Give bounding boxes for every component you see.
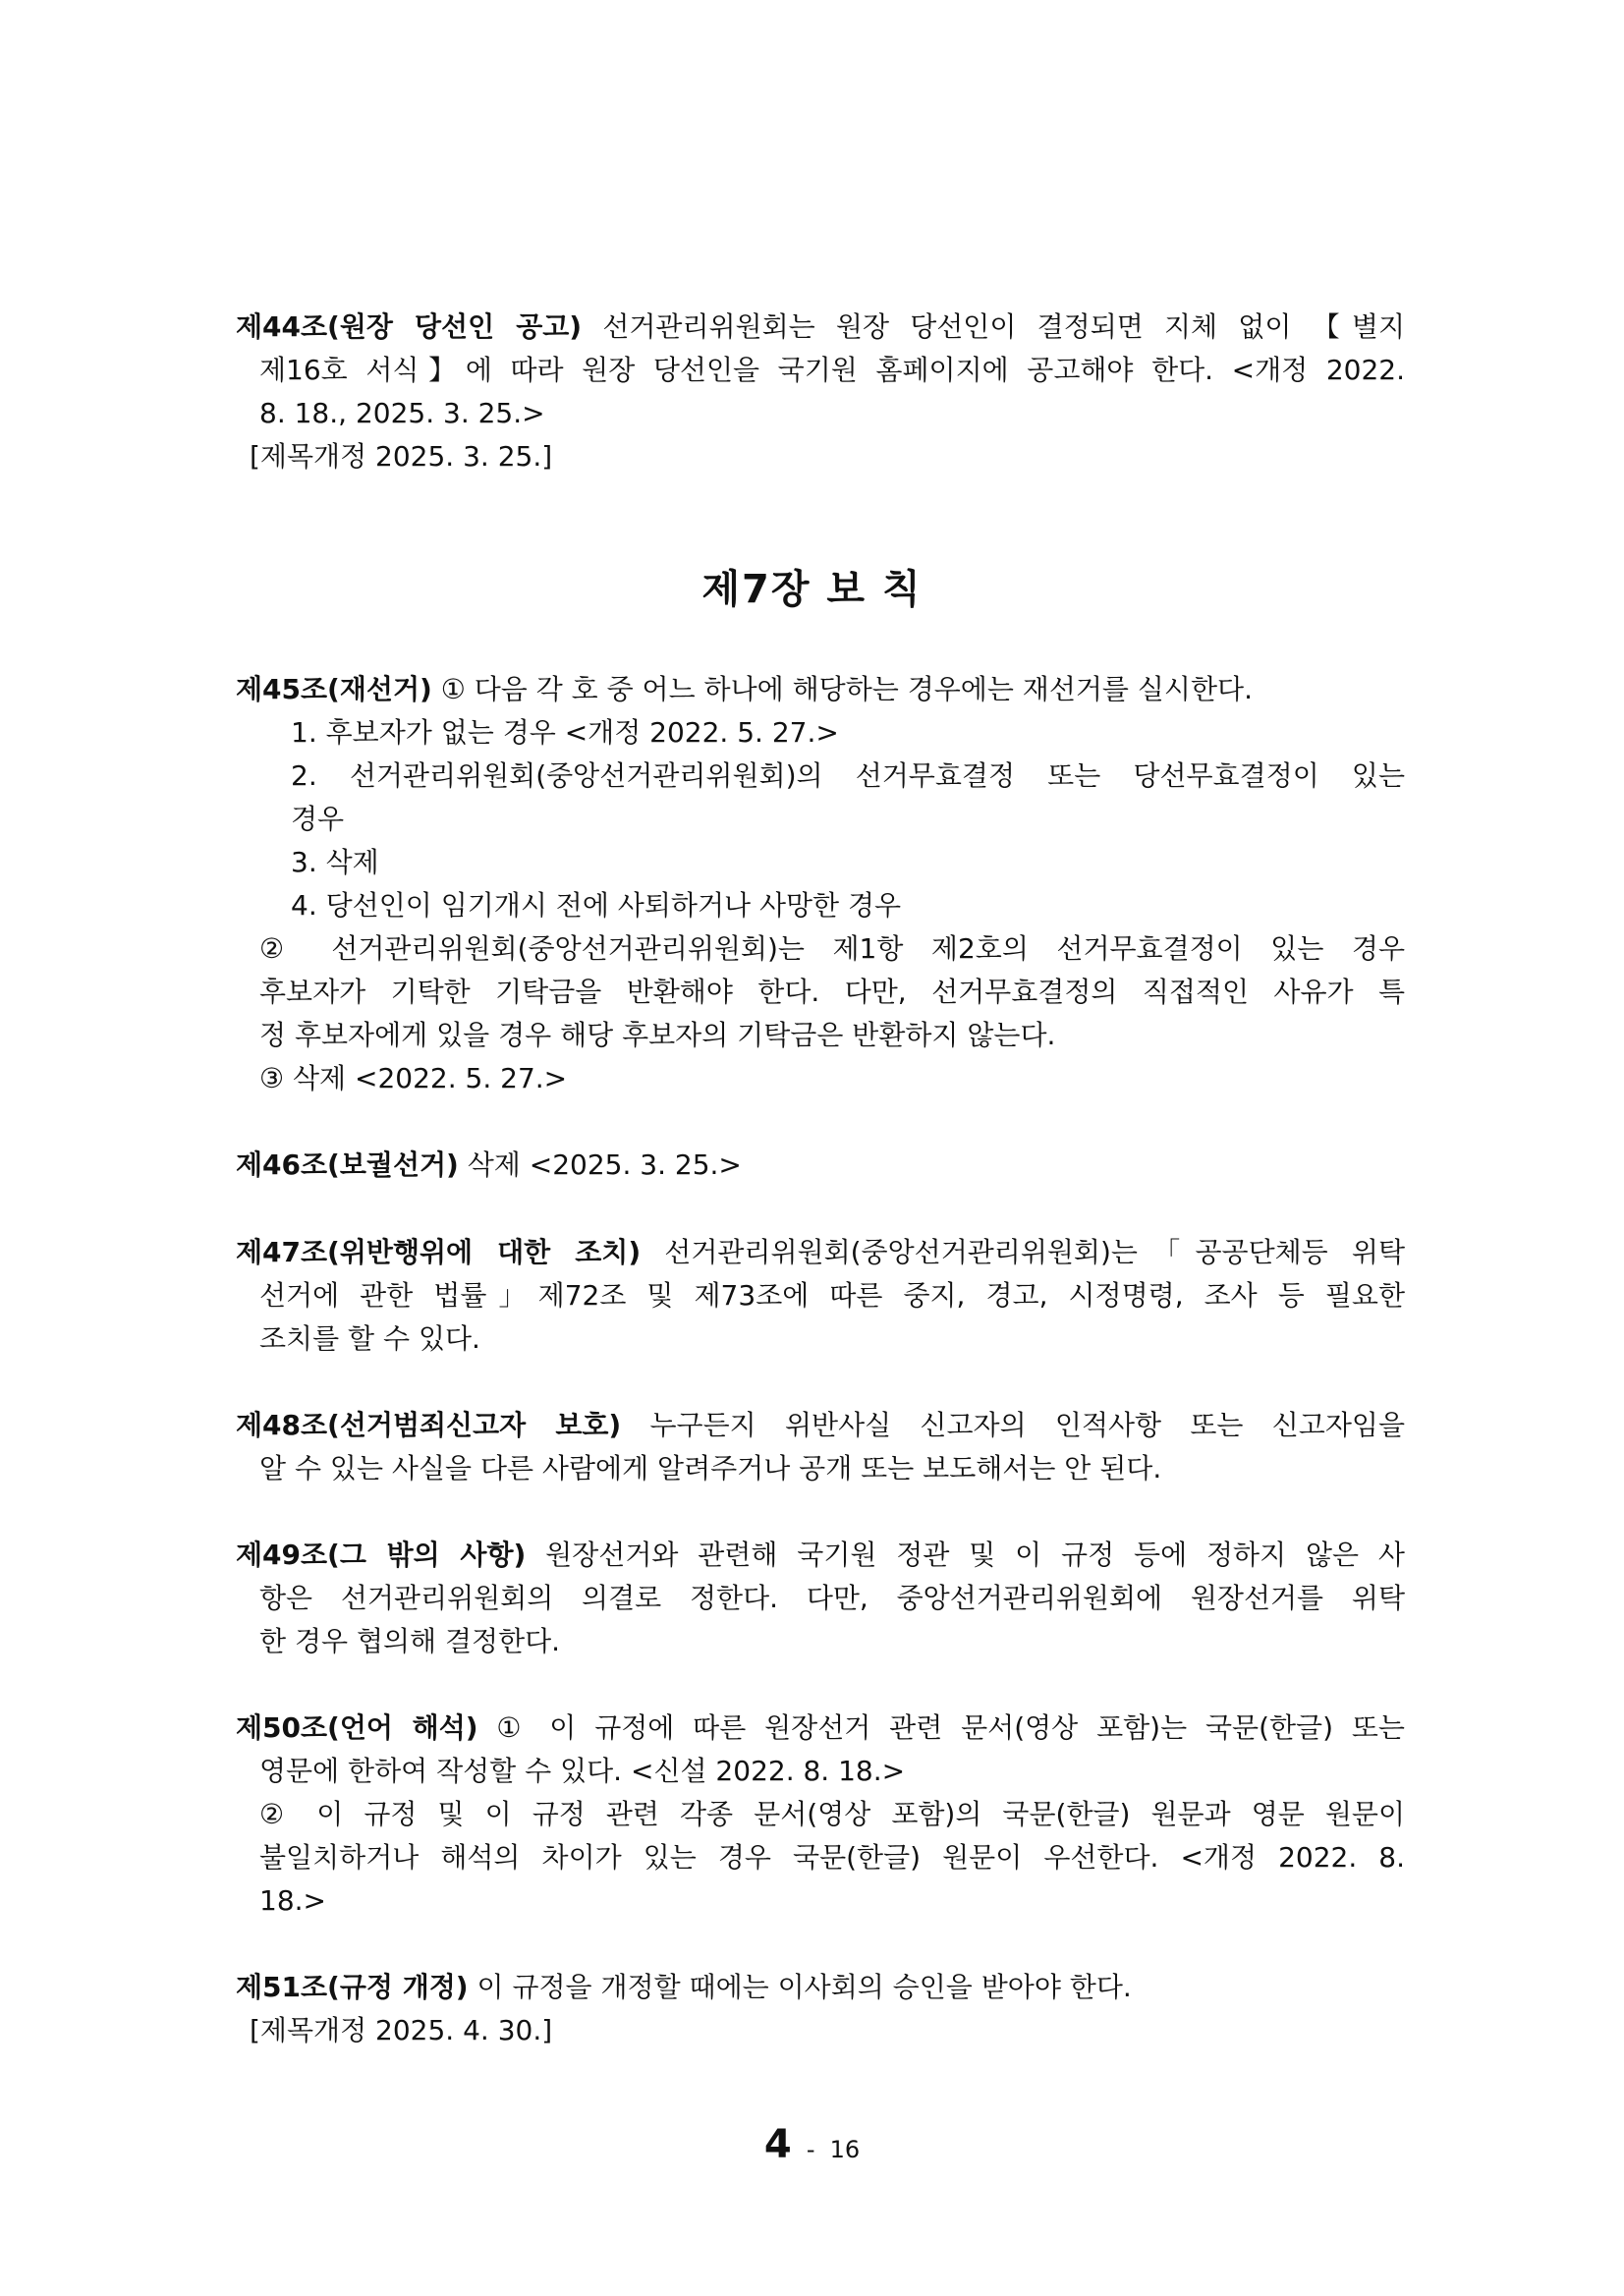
article-50-line-1: 제50조(언어 해석) ① 이 규정에 따른 원장선거 관련 문서(영상 포함)는 국문(한글) 또는 <box>236 1711 1405 1744</box>
article-50-line-4: 불일치하거나 해석의 차이가 있는 경우 국문(한글) 원문이 우선한다. <개정 2022. 8. <box>259 1841 1405 1874</box>
article-48-line-1: 제48조(선거범죄신고자 보호) 누구든지 위반사실 신고자의 인적사항 또는 신고자임을 <box>236 1409 1405 1441</box>
article-50-line-3: ② 이 규정 및 이 규정 관련 각종 문서(영상 포함)의 국문(한글) 원문과 영문 원문이 <box>259 1798 1405 1830</box>
article-47-title: 제47조(위반행위에 대한 조치) <box>236 1236 642 1268</box>
article-45-item-2-cont: 경우 <box>291 803 345 835</box>
article-49-line-3: 한 경우 협의해 결정한다. <box>259 1625 561 1657</box>
article-50 <box>236 1707 1405 1923</box>
page-number <box>0 2122 1624 2167</box>
article-47-line-2: 선거에 관한 법률」제72조 및 제73조에 따른 중지, 경고, 시정명령, 조사 등 필요한 <box>259 1279 1405 1312</box>
article-46 <box>236 1144 1405 1187</box>
article-49 <box>236 1534 1405 1663</box>
article-45-line-1: 제45조(재선거) ① 다음 각 호 중 어느 하나에 해당하는 경우에는 재선거를 실시한다. <box>236 673 1253 705</box>
article-46-line-1: 제46조(보궐선거) 삭제 <2025. 3. 25.> <box>236 1148 742 1181</box>
page-chapter-number: 4 <box>763 2122 792 2167</box>
article-44 <box>236 306 1405 478</box>
article-44-revision-note: [제목개정 2025. 3. 25.] <box>250 440 553 473</box>
article-45 <box>236 668 1405 1100</box>
article-48 <box>236 1404 1405 1490</box>
article-44-line-1: 제44조(원장 당선인 공고) 선거관리위원회는 원장 당선인이 결정되면 지체 없이 【별지 <box>236 310 1405 343</box>
article-47-line-1: 제47조(위반행위에 대한 조치) 선거관리위원회(중앙선거관리위원회)는「공공단체등 위탁 <box>236 1236 1405 1268</box>
article-49-line-1: 제49조(그 밖의 사항) 원장선거와 관련해 국기원 정관 및 이 규정 등에 정하지 않은 사 <box>236 1539 1405 1571</box>
article-47-line-3: 조치를 할 수 있다. <box>259 1322 480 1355</box>
article-45-item-1: 1. 후보자가 없는 경우 <개정 2022. 5. 27.> <box>291 716 839 749</box>
article-51-title: 제51조(규정 개정) <box>236 1971 469 2003</box>
article-49-title: 제49조(그 밖의 사항) <box>236 1539 527 1571</box>
article-45-item-2: 2. 선거관리위원회(중앙선거관리위원회)의 선거무효결정 또는 당선무효결정이 있는 <box>291 759 1405 792</box>
article-49-line-2: 항은 선거관리위원회의 의결로 정한다. 다만, 중앙선거관리위원회에 원장선거를 위탁 <box>259 1582 1405 1614</box>
article-51-line-1: 제51조(규정 개정) 이 규정을 개정할 때에는 이사회의 승인을 받아야 한다. <box>236 1971 1132 2003</box>
article-48-title: 제48조(선거범죄신고자 보호) <box>236 1409 622 1441</box>
article-46-title: 제46조(보궐선거) <box>236 1148 459 1181</box>
article-50-title: 제50조(언어 해석) <box>236 1711 478 1744</box>
article-45-para-3: ③ 삭제 <2022. 5. 27.> <box>259 1062 568 1094</box>
page-number-separator: - <box>806 2136 815 2163</box>
article-45-para-2-line-3: 정 후보자에게 있을 경우 해당 후보자의 기탁금은 반환하지 않는다. <box>259 1019 1056 1051</box>
page-number-value: 16 <box>829 2136 861 2163</box>
article-44-line-3: 8. 18., 2025. 3. 25.> <box>259 397 545 429</box>
chapter-heading: 제7장 보 칙 <box>701 567 923 612</box>
article-45-para-2-line-1: ② 선거관리위원회(중앙선거관리위원회)는 제1항 제2호의 선거무효결정이 있는 경우 <box>259 932 1405 965</box>
article-44-line-2: 제16호 서식】에 따라 원장 당선인을 국기원 홈페이지에 공고해야 한다. <개정 2022. <box>259 354 1405 386</box>
article-45-item-4: 4. 당선인이 임기개시 전에 사퇴하거나 사망한 경우 <box>291 889 902 922</box>
article-51-revision-note: [제목개정 2025. 4. 30.] <box>250 2014 553 2046</box>
article-47 <box>236 1231 1405 1361</box>
article-50-line-2: 영문에 한하여 작성할 수 있다. <신설 2022. 8. 18.> <box>259 1755 906 1787</box>
article-51 <box>236 1966 1405 2052</box>
article-50-line-5: 18.> <box>259 1884 326 1917</box>
article-44-title: 제44조(원장 당선인 공고) <box>236 310 583 343</box>
article-48-line-2: 알 수 있는 사실을 다른 사람에게 알려주거나 공개 또는 보도해서는 안 된다. <box>259 1452 1162 1484</box>
article-45-para-2-line-2: 후보자가 기탁한 기탁금을 반환해야 한다. 다만, 선거무효결정의 직접적인 사유가 특 <box>259 976 1405 1008</box>
article-45-item-3: 3. 삭제 <box>291 846 379 878</box>
article-45-title: 제45조(재선거) <box>236 673 432 705</box>
